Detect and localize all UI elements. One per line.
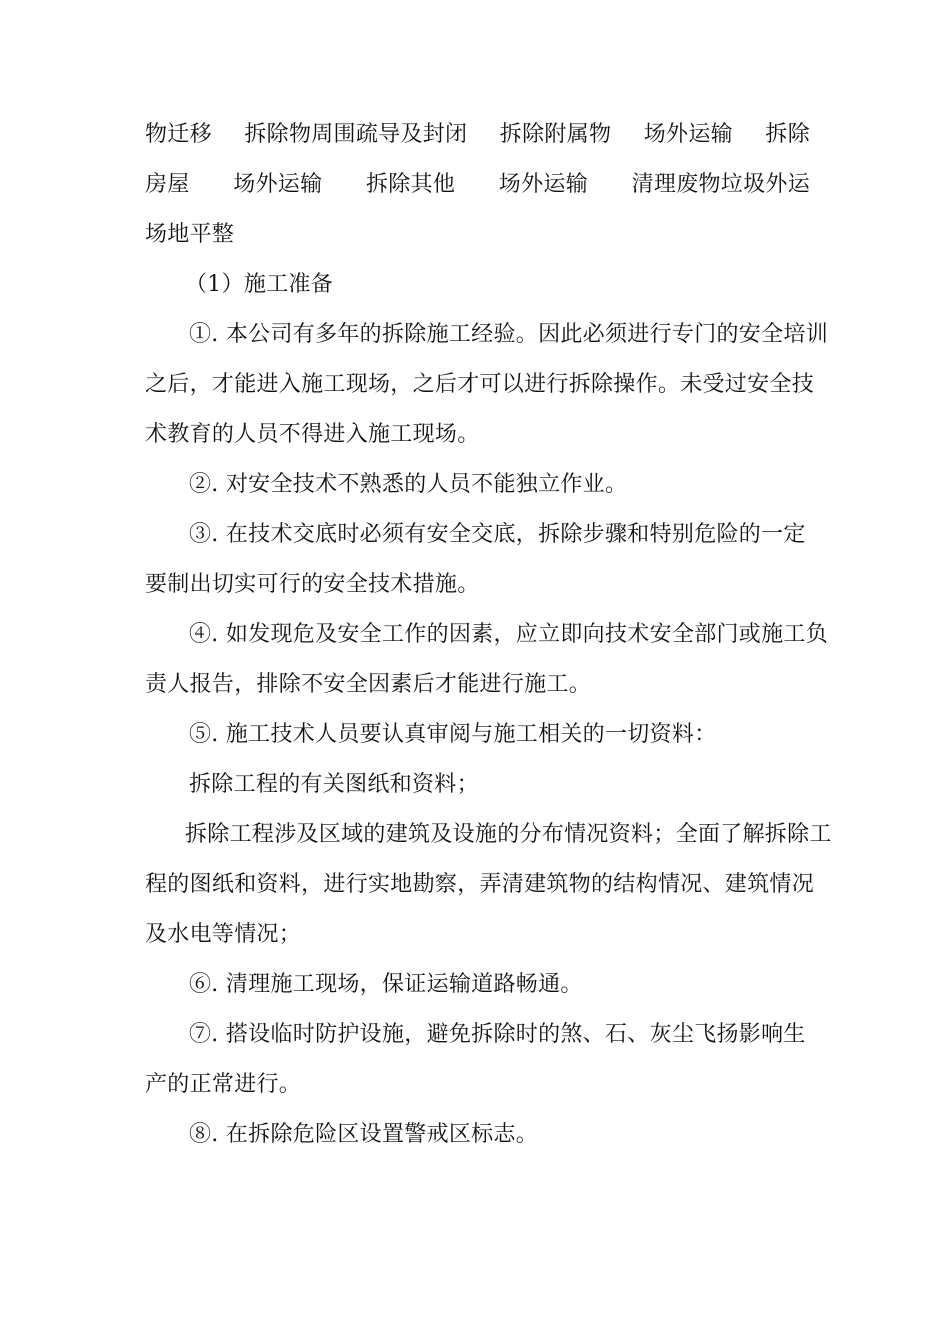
flow-step: 拆除 — [765, 122, 810, 147]
item-3-line-2: 要制出切实可行的安全技术措施。 — [145, 572, 480, 597]
flow-line-3: 场地平整 — [145, 222, 235, 247]
item-2-line-1: ②. 对安全技术不熟悉的人员不能独立作业。 — [189, 472, 628, 497]
item-4-line-1: ④. 如发现危及安全工作的因素，应立即向技术安全部门或施工负 — [189, 622, 828, 647]
flow-line-1 — [145, 121, 810, 149]
flow-step: 物迁移 — [145, 122, 212, 147]
flow-step: 拆除附属物 — [499, 122, 612, 147]
flow-step: 场外运输 — [498, 172, 588, 197]
item-8-line-1: ⑧. 在拆除危险区设置警戒区标志。 — [189, 1122, 539, 1147]
sub-2-line-1: 拆除工程涉及区域的建筑及设施的分布情况资料；全面了解拆除工 — [185, 822, 832, 847]
sub-2-line-2: 程的图纸和资料，进行实地勘察，弄清建筑物的结构情况、建筑情况 — [145, 872, 815, 897]
flow-line-2 — [145, 171, 810, 199]
item-1-line-1: ①. 本公司有多年的拆除施工经验。因此必须进行专门的安全培训 — [189, 322, 828, 347]
flow-step: 场外运输 — [233, 172, 323, 197]
flow-step: 清理废物垃圾外运 — [631, 172, 810, 197]
item-4-line-2: 责人报告，排除不安全因素后才能进行施工。 — [145, 672, 592, 697]
item-3-line-1: ③. 在技术交底时必须有安全交底，拆除步骤和特别危险的一定 — [189, 522, 806, 547]
item-7-line-2: 产的正常进行。 — [145, 1072, 302, 1097]
item-7-line-1: ⑦. 搭设临时防护设施，避免拆除时的煞、石、灰尘飞扬影响生 — [189, 1022, 806, 1047]
flow-step: 拆除其他 — [366, 172, 456, 197]
item-5-line-1: ⑤. 施工技术人员要认真审阅与施工相关的一切资料： — [189, 722, 717, 747]
sub-1-line-1: 拆除工程的有关图纸和资料； — [189, 772, 479, 797]
sub-2-line-3: 及水电等情况； — [145, 922, 302, 947]
item-1-line-3: 术教育的人员不得进入施工现场。 — [145, 422, 480, 447]
flow-step: 拆除物周围疏导及封闭 — [244, 122, 468, 147]
flow-step: 房屋 — [145, 172, 190, 197]
flow-step: 场外运输 — [643, 122, 733, 147]
item-6-line-1: ⑥. 清理施工现场，保证运输道路畅通。 — [189, 972, 583, 997]
item-1-line-2: 之后，才能进入施工现场，之后才可以进行拆除操作。未受过安全技 — [145, 372, 815, 397]
section-heading: （1）施工准备 — [185, 272, 334, 297]
